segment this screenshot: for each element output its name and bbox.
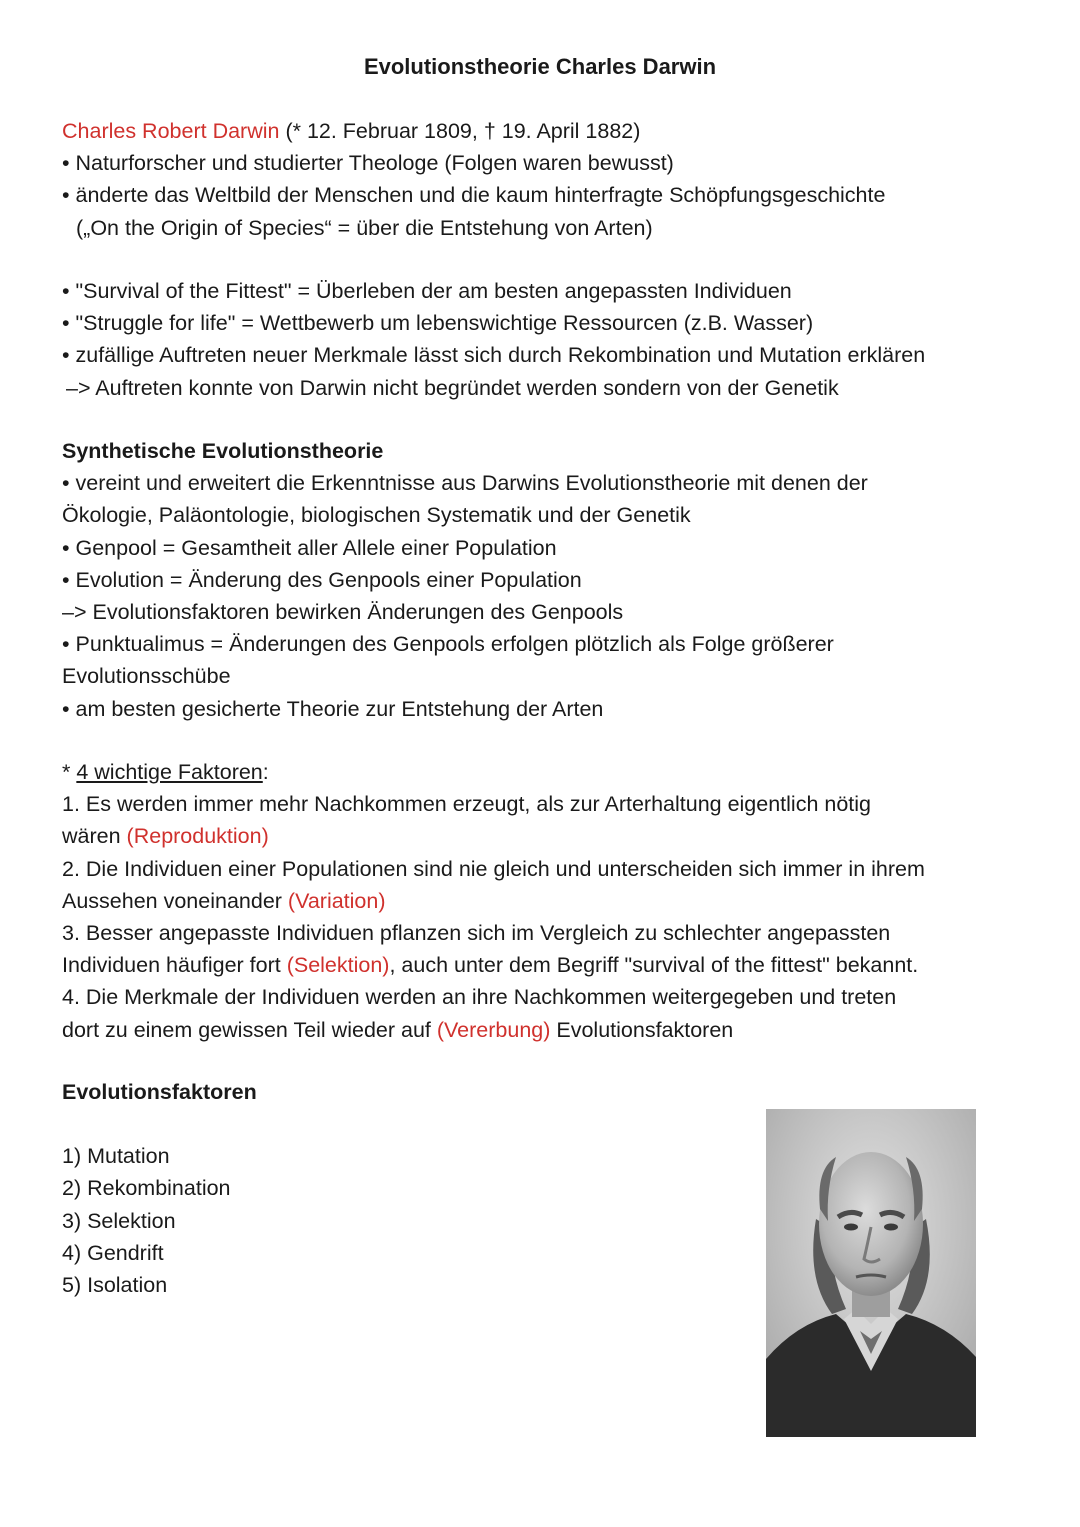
- concept-genetics-note: –> Auftreten konnte von Darwin nicht begründet werden sondern von der Genetik: [66, 375, 839, 400]
- evofactor-item-gendrift: 4) Gendrift: [62, 1240, 164, 1265]
- factor-3-term: (Selektion): [286, 953, 390, 978]
- synthetic-line-1: • vereint und erweitert die Erkenntnisse aus Darwins Evolutionstheorie mit denen der: [62, 471, 868, 496]
- synthetic-section: [62, 435, 1032, 725]
- intro-origin-note: („On the Origin of Species“ = über die Entstehung von Arten): [76, 215, 653, 240]
- factor-2-text: Aussehen voneinander: [62, 888, 288, 913]
- intro-section: [62, 115, 1032, 244]
- factor-1-line-1: 1. Es werden immer mehr Nachkommen erzeugt, als zur Arterhaltung eigentlich nötig: [62, 792, 872, 817]
- factor-2-line-2: [62, 885, 1032, 917]
- factor-3-line-2: [62, 949, 1032, 981]
- synthetic-heading: Synthetische Evolutionstheorie: [62, 439, 384, 463]
- evofactor-item-isolation: 5) Isolation: [62, 1273, 168, 1298]
- factor-3-text: Individuen häufiger fort: [62, 953, 287, 978]
- synthetic-line-2: Ökologie, Paläontologie, biologischen Systematik und der Genetik: [62, 503, 691, 528]
- synthetic-line-3: • Genpool = Gesamtheit aller Allele einer Population: [62, 535, 557, 560]
- intro-heading-line: [62, 115, 1032, 147]
- synthetic-line-8: • am besten gesicherte Theorie zur Entstehung der Arten: [62, 696, 604, 721]
- evofactors-heading: Evolutionsfaktoren: [62, 1080, 257, 1104]
- page-title: Evolutionstheorie Charles Darwin: [363, 54, 717, 79]
- concepts-section: [62, 275, 1032, 404]
- factors-heading: 4 wichtige Faktoren: [76, 760, 263, 784]
- evofactor-item-rekombination: 2) Rekombination: [62, 1176, 231, 1201]
- darwin-portrait-photo: [766, 1109, 976, 1437]
- factors-heading-line: [62, 756, 1032, 788]
- factor-1-text: wären: [62, 824, 127, 849]
- evofactors-section: [62, 1076, 662, 1301]
- factor-4-text: dort zu einem gewissen Teil wieder auf: [62, 1017, 437, 1042]
- evofactor-item-selektion: 3) Selektion: [62, 1208, 176, 1233]
- synthetic-line-5: –> Evolutionsfaktoren bewirken Änderungen des Genpools: [62, 600, 624, 625]
- factor-2-line-1: 2. Die Individuen einer Populationen sind nie gleich und unterscheiden sich immer in ihrem: [62, 856, 925, 881]
- synthetic-line-7: Evolutionsschübe: [62, 664, 231, 689]
- concept-random-traits: • zufällige Auftreten neuer Merkmale lässt sich durch Rekombination und Mutation erklären: [62, 343, 926, 368]
- intro-bullet-2: • änderte das Weltbild der Menschen und die kaum hinterfragte Schöpfungsgeschichte: [62, 183, 886, 208]
- synthetic-line-6: • Punktualimus = Änderungen des Genpools erfolgen plötzlich als Folge größerer: [62, 632, 834, 657]
- factor-4-term: (Vererbung): [436, 1017, 551, 1042]
- intro-bullet-1: • Naturforscher und studierter Theologe (Folgen waren bewusst): [62, 151, 674, 176]
- factor-4-line-1: 4. Die Merkmale der Individuen werden an ihre Nachkommen weitergegeben und treten: [62, 985, 897, 1010]
- factor-4-post: Evolutionsfaktoren: [550, 1017, 734, 1042]
- factors-colon: :: [262, 760, 269, 784]
- factor-3-post: , auch unter dem Begriff "survival of the fittest" bekannt.: [389, 953, 919, 978]
- factor-1-term: (Reproduktion): [126, 824, 269, 849]
- concept-struggle: • "Struggle for life" = Wettbewerb um lebenswichtige Ressourcen (z.B. Wasser): [62, 311, 814, 336]
- evofactor-item-mutation: 1) Mutation: [62, 1144, 170, 1169]
- factor-2-term: (Variation): [287, 888, 386, 913]
- darwin-dates: (* 12. Februar 1809, † 19. April 1882): [279, 119, 641, 143]
- synthetic-line-4: • Evolution = Änderung des Genpools einer Population: [62, 567, 582, 592]
- factors-section: [62, 756, 1032, 1046]
- darwin-name: Charles Robert Darwin: [62, 119, 280, 143]
- factors-star: *: [62, 760, 77, 784]
- factor-4-line-2: [62, 1014, 1032, 1046]
- factor-3-line-1: 3. Besser angepasste Individuen pflanzen sich im Vergleich zu schlechter angepassten: [62, 921, 891, 946]
- concept-survival: • "Survival of the Fittest" = Überleben der am besten angepassten Individuen: [62, 279, 792, 303]
- factor-1-line-2: [62, 820, 1032, 852]
